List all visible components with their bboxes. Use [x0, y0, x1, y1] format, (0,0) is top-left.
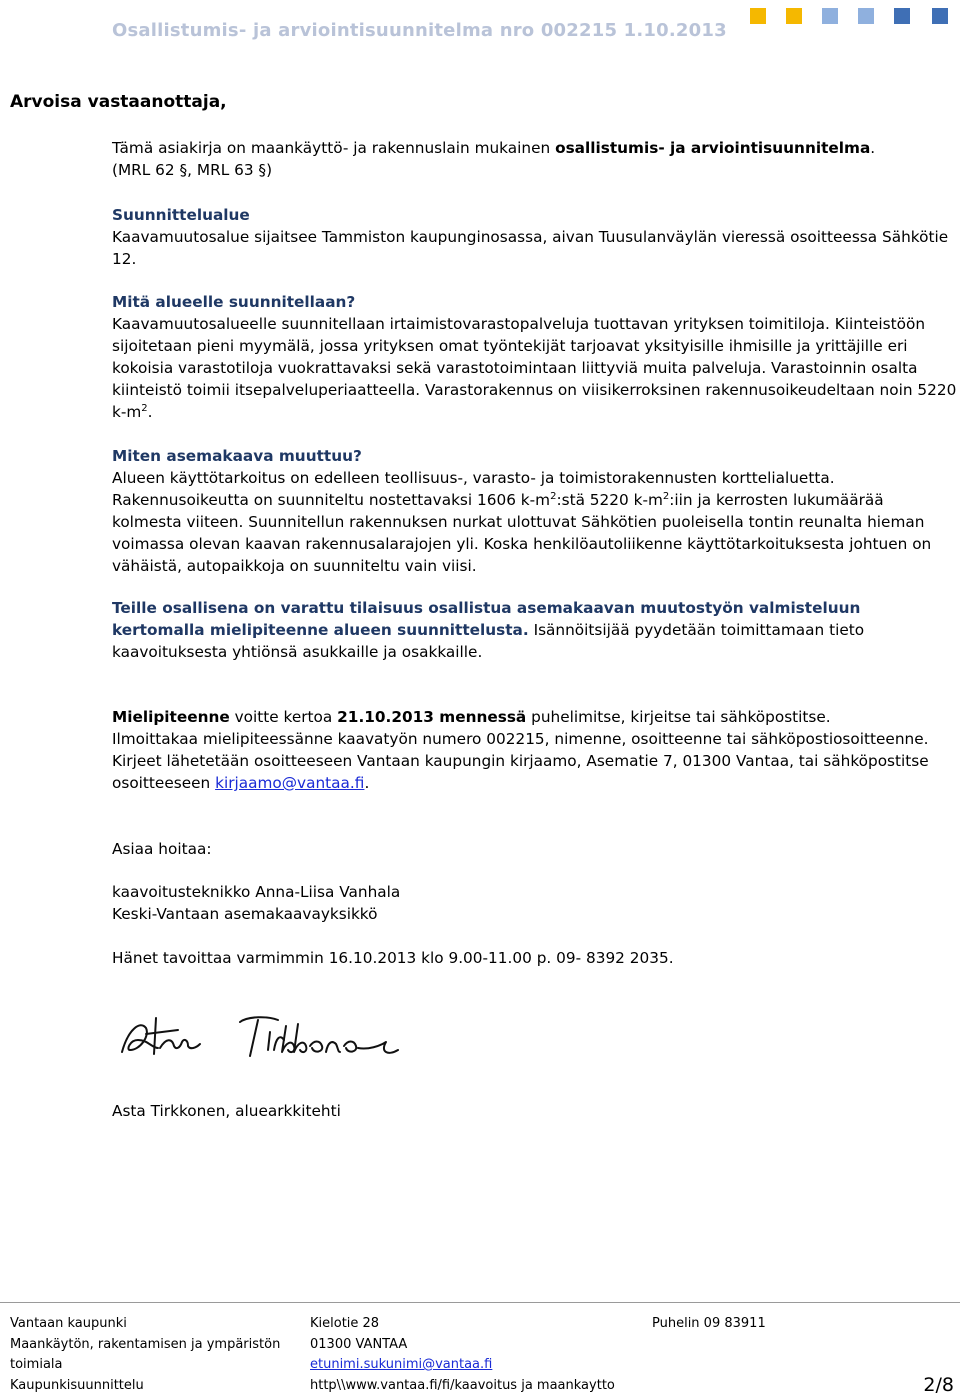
decor-square: [932, 8, 948, 24]
contact-label: Asiaa hoitaa:: [112, 840, 212, 858]
intro-law-reference: (MRL 62 §, MRL 63 §): [112, 161, 273, 179]
section-heading-change: Miten asemakaava muuttuu?: [112, 447, 362, 465]
signature-image: [118, 1010, 408, 1070]
footer-email-link[interactable]: etunimi.sukunimi@vantaa.fi: [310, 1357, 493, 1372]
footer-phone: Puhelin 09 83911: [652, 1316, 766, 1331]
section-text-change: Alueen käyttötarkoitus on edelleen teollisuus-, varasto- ja toimistorakennusten korttelialuetta. Rakennusoikeutta on suunniteltu nostettavaksi 1606 $k-m^2:stä$ 5220 $k-m^2:iin$ ja kerrosten lukumäärää kolmesta viiteen. Suunnitellun rakennuksen nurkat ulottuvat Sähkötien puoleisella tontin reunalta hieman voimassa olevan kaavan rakennusalarajojen yli. Koska henkilöautoliikenne käyttötarkoituksesta johtuen on vähäistä, autopaikkoja on suunniteltu vain viisi.: [112, 469, 932, 575]
decor-square: [858, 8, 874, 24]
decor-square: [786, 8, 802, 24]
intro-line: Tämä asiakirja on maankäyttö- ja rakennuslain mukainen osallistumis- ja arviointisuunnitelma.: [112, 139, 876, 157]
section-text-plan: Kaavamuutosalueelle suunnitellaan irtaimistovarastopalveluja tuottavan yrityksen toimitiloja. Kiinteistöön sijoitetaan pieni myymälä, jossa yrityksen omat työntekijät tarjoavat yksityisille ihmisille ja yrittäjille eri kokoisia varastotiloja vuokrattavaksi sekä varastotoimintaan liittyviä muita palveluja. Varastoinnin osalta kiinteistö toimii itsepalveluperiaatteella. Varastorakennus on viisikerroksinen rakennusoikeudeltaan noin 5220 $k-m^2$.: [112, 315, 957, 421]
decor-square: [822, 8, 838, 24]
opinion-paragraph: Mielipiteenne voitte kertoa 21.10.2013 mennessä puhelimitse, kirjeitse tai sähköpostitse. Ilmoittakaa mielipiteessänne kaavatyön numero 002215, nimenne, osoitteenne tai sähköpostiosoitteenne. Kirjeet lähetetään osoitteeseen Vantaan kaupungin kirjaamo, Asematie 7, 01300 Vantaa, tai sähköpostitse osoitteeseen kirjaamo@vantaa.fi.: [112, 708, 929, 792]
section-text-area: Kaavamuutosalue sijaitsee Tammiston kaupunginosassa, aivan Tuusulanväylän vieressä osoitteessa Sähkötie 12.: [112, 228, 949, 268]
page-number: 2/8: [923, 1374, 954, 1396]
decor-square: [750, 8, 766, 24]
footer-web-address: http\\www.vantaa.fi/fi/kaavoitus ja maankaytto: [310, 1377, 615, 1393]
contact-reach: Hänet tavoittaa varmimmin 16.10.2013 klo 9.00-11.00 p. 09- 8392 2035.: [112, 949, 674, 967]
footer-address: Kielotie 28 01300 VANTAA etunimi.sukunimi@vantaa.fi http\\www.vantaa.fi/fi/kaavoitus ja maankaytto: [310, 1314, 615, 1396]
footer-divider: [0, 1302, 960, 1303]
footer-organization: Vantaan kaupunki Maankäytön, rakentamisen ja ympäristön toimiala Kaupunkisuunnittelu: [10, 1316, 281, 1393]
email-link[interactable]: kirjaamo@vantaa.fi: [215, 774, 365, 792]
participation-paragraph: Teille osallisena on varattu tilaisuus osallistua asemakaavan muutostyön valmisteluun kertomalla mielipiteenne alueen suunnittelusta. Isännöitsijää pyydetään toimittamaan tieto kaavoituksesta yhtiönsä asukkaille ja osakkaille.: [112, 599, 865, 661]
header-decoration: [0, 6, 960, 26]
greeting: Arvoisa vastaanottaja,: [10, 92, 227, 112]
signer-name: Asta Tirkkonen, aluearkkitehti: [112, 1102, 341, 1120]
section-heading-plan: Mitä alueelle suunnitellaan?: [112, 293, 356, 311]
document-title: Osallistumis- ja arviointisuunnitelma nro 002215 1.10.2013: [112, 20, 727, 41]
contact-person: kaavoitusteknikko Anna-Liisa Vanhala: [112, 883, 401, 901]
section-heading-area: Suunnittelualue: [112, 206, 250, 224]
decor-square: [894, 8, 910, 24]
contact-unit: Keski-Vantaan asemakaavayksikkö: [112, 905, 378, 923]
